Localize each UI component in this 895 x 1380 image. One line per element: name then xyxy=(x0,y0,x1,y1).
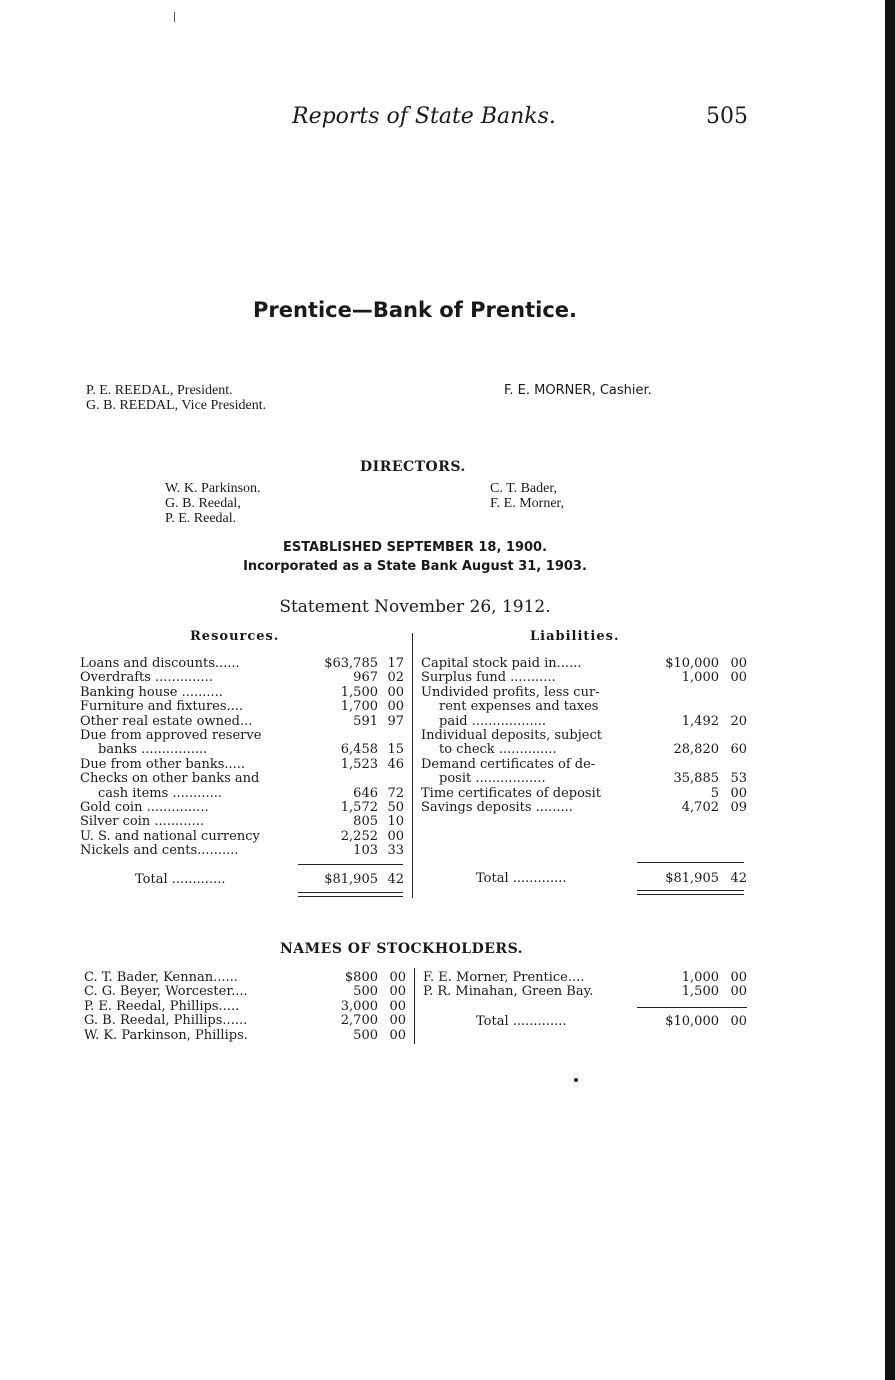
row-cents: 00 xyxy=(730,670,747,686)
row-label: F. E. Morner, Prentice.... xyxy=(423,970,585,985)
stockholders-total-cents: 00 xyxy=(730,1014,747,1029)
row-dollars: 1,500 xyxy=(681,984,719,1000)
row-cents: 53 xyxy=(730,771,747,787)
table-row xyxy=(84,1014,410,1028)
table-row xyxy=(80,700,408,714)
table-row xyxy=(421,743,751,757)
table-row xyxy=(80,830,408,844)
row-cents: 00 xyxy=(389,1013,406,1029)
row-label: C. T. Bader, Kennan...... xyxy=(84,970,238,985)
row-label: Due from other banks..... xyxy=(80,756,246,772)
table-row xyxy=(421,787,751,801)
double-rule xyxy=(298,892,403,897)
row-cents: 00 xyxy=(389,970,406,985)
row-dollars: $800 xyxy=(344,970,378,985)
resources-total-label: Total ............. xyxy=(135,872,226,887)
row-dollars: 500 xyxy=(353,984,378,1000)
row-label: rent expenses and taxes xyxy=(439,699,599,715)
stockholders-total-label: Total ............. xyxy=(476,1014,567,1029)
resources-heading: Resources. xyxy=(190,629,280,644)
table-row xyxy=(421,657,751,671)
stockholders-heading: NAMES OF STOCKHOLDERS. xyxy=(280,941,524,957)
row-label: Due from approved reserve xyxy=(80,727,262,743)
table-row xyxy=(84,1000,410,1014)
row-dollars: 1,572 xyxy=(340,799,378,815)
row-dollars: 500 xyxy=(353,1027,378,1043)
row-dollars: 967 xyxy=(353,670,378,686)
director: G. B. Reedal, xyxy=(165,496,241,511)
row-dollars: 1,700 xyxy=(340,699,378,715)
row-cents: 09 xyxy=(730,799,747,815)
table-row xyxy=(80,671,408,685)
stockholders-total-dollars: $10,000 xyxy=(665,1014,719,1029)
row-dollars: 2,700 xyxy=(340,1013,378,1029)
row-cents: 20 xyxy=(730,713,747,729)
liabilities-heading: Liabilities. xyxy=(530,629,620,644)
established-line: ESTABLISHED SEPTEMBER 18, 1900. xyxy=(282,540,548,555)
table-row xyxy=(423,985,749,999)
row-dollars: 6,458 xyxy=(340,742,378,758)
row-label: posit ................. xyxy=(439,771,546,787)
row-cents: 00 xyxy=(730,785,747,801)
row-dollars: 1,000 xyxy=(681,970,719,985)
row-label: W. K. Parkinson, Phillips. xyxy=(84,1027,248,1043)
row-cents: 00 xyxy=(730,970,747,985)
row-label: Furniture and fixtures.... xyxy=(80,699,244,715)
row-cents: 00 xyxy=(389,1027,406,1043)
total-rule xyxy=(637,1007,747,1008)
row-cents: 15 xyxy=(387,742,404,758)
stockholders-left xyxy=(84,971,410,1043)
row-dollars: 2,252 xyxy=(340,828,378,844)
establishment-info xyxy=(0,538,830,576)
table-row xyxy=(80,772,408,786)
row-label: C. G. Beyer, Worcester.... xyxy=(84,984,248,1000)
stockholders-right xyxy=(423,971,749,1000)
row-cents: 00 xyxy=(387,684,404,700)
row-dollars: 5 xyxy=(710,785,719,801)
table-row xyxy=(80,787,408,801)
row-label: Capital stock paid in...... xyxy=(421,656,582,671)
resources-table xyxy=(80,657,408,858)
director: P. E. Reedal. xyxy=(165,511,237,526)
row-label: G. B. Reedal, Phillips...... xyxy=(84,1013,248,1029)
table-row xyxy=(84,1029,410,1043)
row-cents: 00 xyxy=(730,656,747,671)
director: W. K. Parkinson. xyxy=(165,481,261,496)
table-row xyxy=(421,801,751,815)
row-dollars: $63,785 xyxy=(324,656,378,671)
row-label: Banking house .......... xyxy=(80,684,223,700)
row-label: cash items ............ xyxy=(98,785,223,801)
row-label: Time certificates of deposit xyxy=(421,785,601,801)
table-row xyxy=(421,772,751,786)
liabilities-total-label: Total ............. xyxy=(476,871,567,886)
row-dollars: 1,500 xyxy=(340,684,378,700)
directors-heading: DIRECTORS. xyxy=(360,459,466,475)
table-row xyxy=(80,686,408,700)
bank-title: Prentice—Bank of Prentice. xyxy=(253,298,577,322)
row-cents: 46 xyxy=(387,756,404,772)
row-label: Individual deposits, subject xyxy=(421,727,602,743)
row-cents: 50 xyxy=(387,799,404,815)
director: C. T. Bader, xyxy=(490,481,557,496)
row-cents: 00 xyxy=(730,984,747,1000)
row-dollars: 35,885 xyxy=(673,771,719,787)
table-row xyxy=(421,671,751,685)
row-label: Undivided profits, less cur- xyxy=(421,684,600,700)
row-label: P. E. Reedal, Phillips..... xyxy=(84,998,240,1014)
column-divider xyxy=(412,633,413,898)
row-dollars: 591 xyxy=(353,713,378,729)
row-dollars: 805 xyxy=(353,814,378,830)
director: F. E. Morner, xyxy=(490,496,565,511)
liabilities-total-cents: 42 xyxy=(730,871,747,886)
total-rule xyxy=(637,862,744,863)
row-label: Gold coin ............... xyxy=(80,799,209,815)
stockholders-divider xyxy=(414,968,415,1044)
table-row xyxy=(80,657,408,671)
table-row xyxy=(421,686,751,700)
row-dollars: 646 xyxy=(353,785,378,801)
row-label: Silver coin ............ xyxy=(80,814,204,830)
row-cents: 60 xyxy=(730,742,747,758)
table-row xyxy=(80,844,408,858)
row-cents: 33 xyxy=(387,843,404,859)
resources-total-dollars: $81,905 xyxy=(324,872,378,887)
row-dollars: 1,523 xyxy=(340,756,378,772)
row-label: paid .................. xyxy=(439,713,547,729)
table-row xyxy=(421,729,751,743)
liabilities-total-dollars: $81,905 xyxy=(665,871,719,886)
row-cents: 00 xyxy=(387,699,404,715)
cashier: F. E. MORNER, Cashier. xyxy=(504,383,652,398)
double-rule xyxy=(637,890,744,895)
row-cents: 97 xyxy=(387,713,404,729)
row-label: Nickels and cents.......... xyxy=(80,843,239,859)
page-edge xyxy=(885,0,895,1380)
row-label: Surplus fund ........... xyxy=(421,670,556,686)
liabilities-table xyxy=(421,657,751,815)
total-rule xyxy=(298,864,403,865)
row-cents: 00 xyxy=(387,828,404,844)
table-row xyxy=(80,729,408,743)
row-label: banks ................ xyxy=(98,742,208,758)
table-row xyxy=(421,715,751,729)
table-row xyxy=(84,971,410,985)
vice-president: G. B. REEDAL, Vice President. xyxy=(86,398,267,413)
row-cents: 02 xyxy=(387,670,404,686)
row-label: Overdrafts .............. xyxy=(80,670,213,686)
row-label: Demand certificates of de- xyxy=(421,756,596,772)
table-row xyxy=(80,715,408,729)
page-number: 505 xyxy=(706,104,748,129)
incorporated-line: Incorporated as a State Bank August 31, 1903. xyxy=(243,559,587,574)
row-label: Checks on other banks and xyxy=(80,771,260,787)
row-cents: 10 xyxy=(387,814,404,830)
row-cents: 00 xyxy=(389,984,406,1000)
stray-dot xyxy=(574,1078,578,1082)
row-cents: 00 xyxy=(389,998,406,1014)
table-row xyxy=(80,815,408,829)
resources-total-cents: 42 xyxy=(387,872,404,887)
table-row xyxy=(84,985,410,999)
running-title: Reports of State Banks. xyxy=(292,104,556,129)
row-cents: 72 xyxy=(387,785,404,801)
row-dollars: 4,702 xyxy=(681,799,719,815)
president: P. E. REEDAL, President. xyxy=(86,383,233,398)
row-dollars: 3,000 xyxy=(340,998,378,1014)
table-row xyxy=(423,971,749,985)
statement-title: Statement November 26, 1912. xyxy=(279,597,551,617)
row-label: Loans and discounts...... xyxy=(80,656,240,671)
row-label: Other real estate owned... xyxy=(80,713,253,729)
row-dollars: 103 xyxy=(353,843,378,859)
row-label: to check .............. xyxy=(439,742,557,758)
table-row xyxy=(421,700,751,714)
row-label: Savings deposits ......... xyxy=(421,799,573,815)
scan-mark xyxy=(174,12,175,22)
row-label: P. R. Minahan, Green Bay. xyxy=(423,984,594,1000)
row-label: U. S. and national currency xyxy=(80,828,260,844)
table-row xyxy=(80,743,408,757)
row-dollars: 1,000 xyxy=(681,670,719,686)
row-cents: 17 xyxy=(387,656,404,671)
row-dollars: 1,492 xyxy=(681,713,719,729)
row-dollars: $10,000 xyxy=(665,656,719,671)
row-dollars: 28,820 xyxy=(673,742,719,758)
table-row xyxy=(421,758,751,772)
table-row xyxy=(80,758,408,772)
table-row xyxy=(80,801,408,815)
